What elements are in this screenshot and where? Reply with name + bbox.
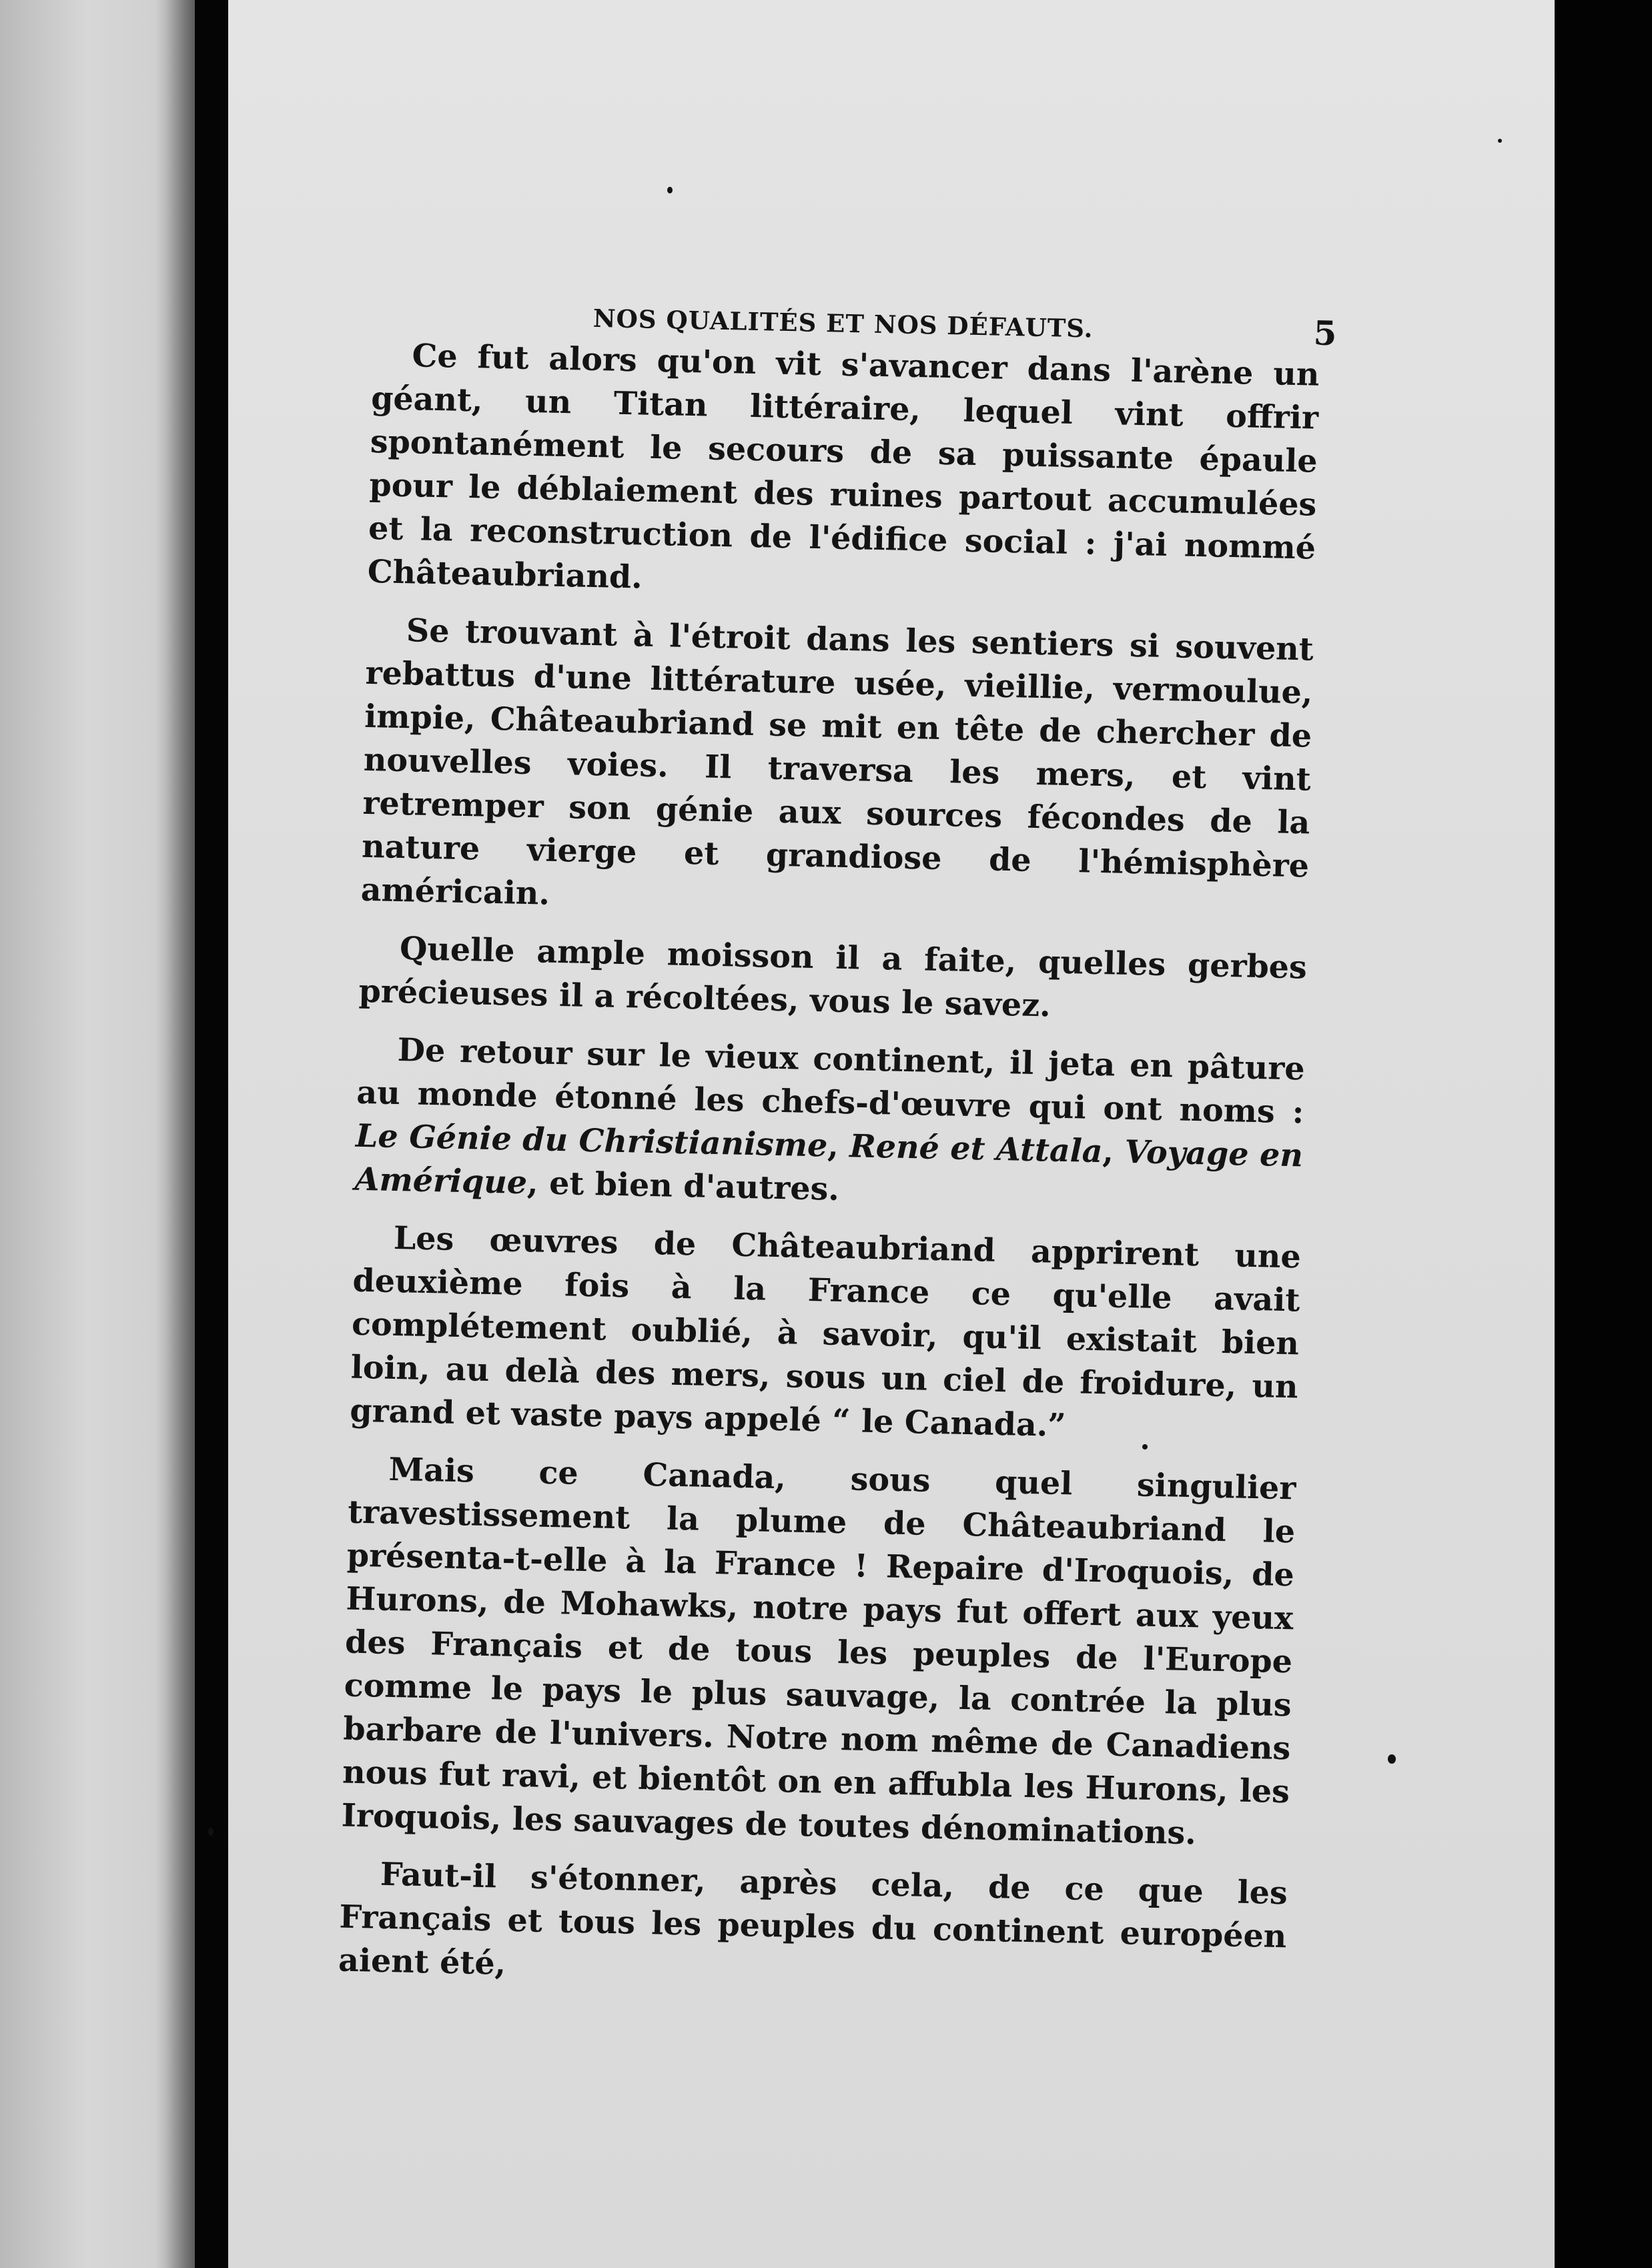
paragraph-3: Quelle ample moisson il a faite, quelles gerbes précieuses il a récoltées, vous le savez. — [358, 930, 1308, 1025]
paragraph-7: Faut-il s'étonner, après cela, de ce que les Français et tous les peuples du continent européen aient été, — [338, 1855, 1288, 1982]
scan-speck — [1142, 1444, 1148, 1450]
paragraph-5: Les œuvres de Châteaubriand apprirent une deuxième fois à la France ce qu'elle avait complétement oublié, à savoir, qu'il existait bien loin, au delà des mers, sous un ciel de froidure, un grand et vaste pays appelé “ le Canada.” — [349, 1219, 1302, 1445]
paragraph-4 — [354, 1028, 1305, 1221]
paragraph-2: Se trouvant à l'étroit dans les sentiers si souvent rebattus d'une littérature usée, vieillie, vermoulue, impie, Châteaubriand se mit en tête de chercher de nouvelles voies. Il traversa les mers, et vint retremper son génie aux sources fécondes de la nature vierge et grandiose de l'hémisphère américain. — [360, 612, 1314, 913]
scan-speck — [667, 187, 673, 193]
left-page-shadow — [155, 0, 195, 2268]
paragraph-4-tail: , et bien d'autres. — [526, 1164, 840, 1208]
right-scan-border — [1555, 0, 1652, 2268]
paragraph-6: Mais ce Canada, sous quel singulier travestissement la plume de Châteaubriand le présenta-t-elle à la France ! Repaire d'Iroquois, de Hurons, de Mohawks, notre pays fut offert aux yeux des Français et de tous les peuples de l'Europe comme le pays le plus sauvage, la contrée la plus barbare de l'univers. Notre nom même de Canadiens nous fut ravi, et bientôt on en affubla les Hurons, les Iroquois, les sauvages de toutes dénominations. — [341, 1450, 1296, 1852]
page-number: 5 — [1313, 313, 1338, 354]
scan-speck — [1388, 1754, 1396, 1764]
separator: , — [1102, 1133, 1126, 1171]
running-title: NOS QUALITÉS ET NOS DÉFAUTS. — [592, 303, 1094, 344]
paragraph-4-text: De retour sur le vieux continent, il jeta en pâture au monde étonné les chefs-d'œuvre qui ont noms : — [356, 1031, 1306, 1131]
scan-speck — [1498, 139, 1502, 143]
page-text-block — [338, 280, 1338, 2017]
title-rene-et-attala: René et Attala — [849, 1127, 1104, 1171]
separator: , — [827, 1127, 850, 1165]
paragraph-1: Ce fut alors qu'on vit s'avancer dans l'arène un géant, un Titan littéraire, lequel vint offrir spontanément le secours de sa puissante épaule pour le déblaiement des ruines partout accumulées et la reconstruction de l'édifice social : j'ai nommé Châteaubriand. — [367, 337, 1320, 596]
title-genie-du-christianisme: Le Génie du Christianisme — [355, 1117, 828, 1165]
book-gutter — [195, 0, 228, 2268]
scan-speck — [208, 1828, 214, 1836]
title-voyage-en-amerique: Voyage en Amérique — [354, 1133, 1304, 1202]
